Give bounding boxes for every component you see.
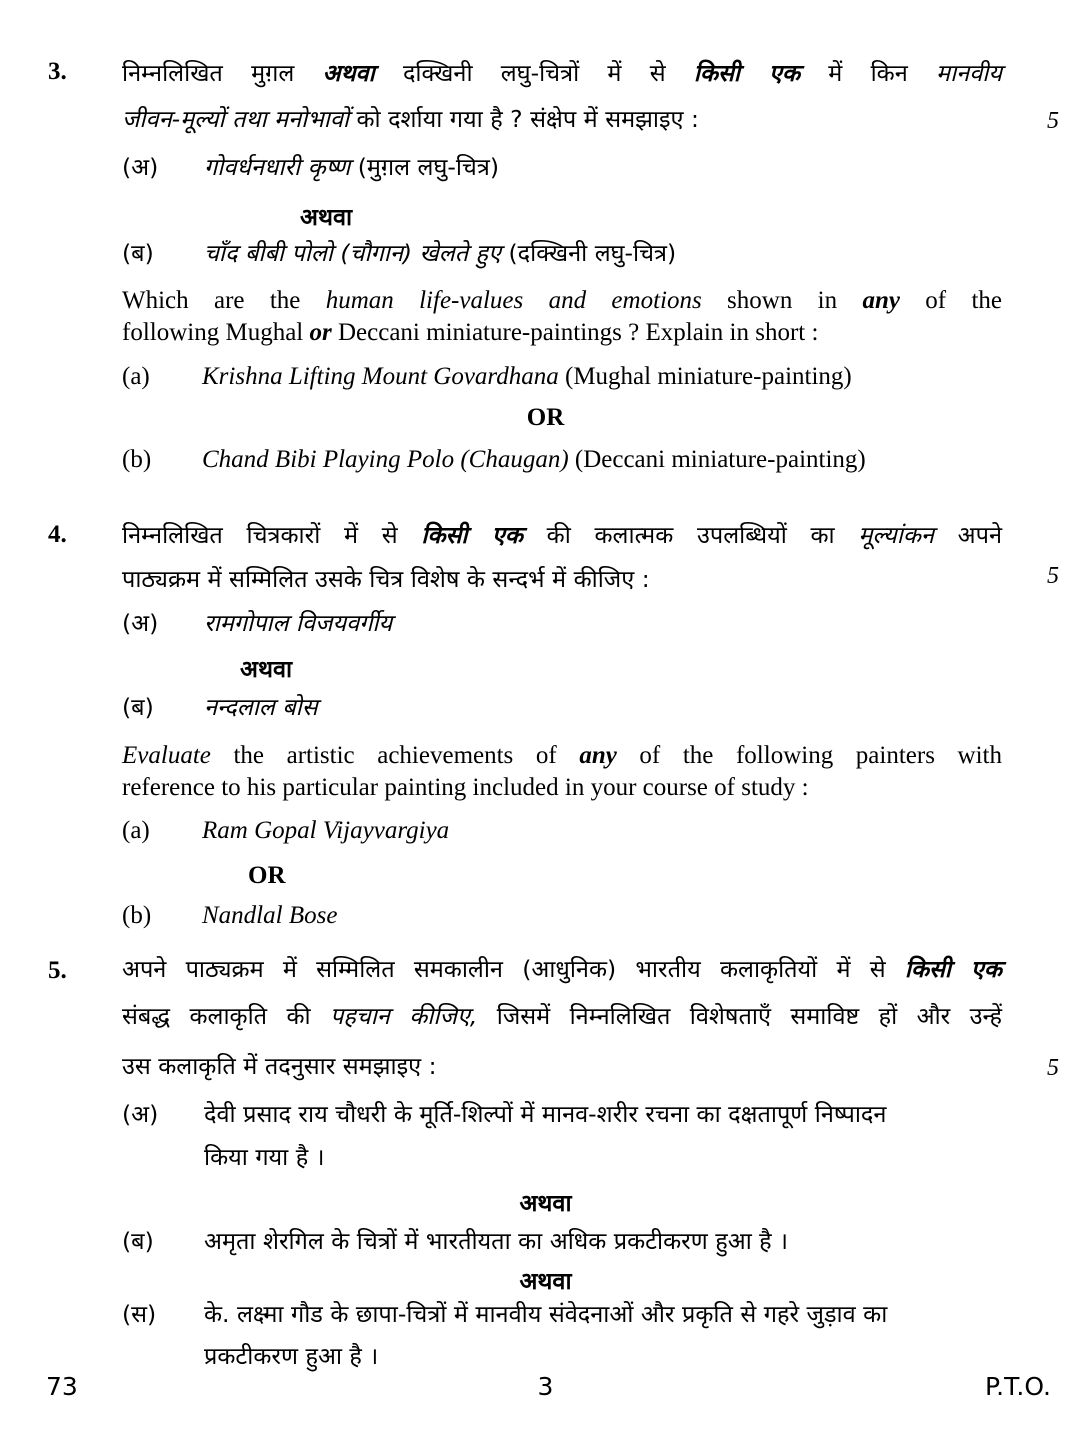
q3-english-option-a-body [202, 364, 1002, 389]
q5-hindi-option-b-label: (ब) [122, 1227, 154, 1255]
q3-english-stem-line-1-text: Which are the human life-values and emotions shown in any of the [122, 287, 1002, 314]
q5-hindi-option-a-line-2 [204, 1143, 1084, 1171]
q3-hindi-option-a-label: (अ) [122, 153, 159, 181]
q5-hindi-option-c-line-2 [204, 1342, 1084, 1370]
q3-hindi-stem-line-1 [122, 59, 1002, 87]
q3-hindi-or: अथवा [300, 203, 353, 231]
q3-english-option-b-label: (b) [122, 446, 152, 473]
q5-hindi-option-a-label: (अ) [122, 1100, 159, 1128]
q5-hindi-or-2: अथवा [519, 1267, 572, 1295]
q4-hindi-option-b-label: (ब) [122, 693, 154, 721]
q3-hindi-option-b-suffix: (दक्खिनी लघु-चित्र) [508, 239, 677, 267]
q5-hindi-stem-line-1 [122, 955, 1002, 983]
question-number-5: 5. [48, 957, 67, 984]
q3-english-stem-line-2-text: following Mughal or Deccani miniature-paintings ? Explain in short : [122, 319, 819, 346]
q5-hindi-stem-line-3-text: उस कलाकृति में तदनुसार समझाइए : [122, 1052, 437, 1080]
q5-hindi-option-c-line-1: के. लक्ष्मा गौड के छापा-चित्रों में मानवीय संवेदनाओं और प्रकृति से गहरे जुड़ाव का [204, 1300, 888, 1328]
q3-hindi-stem-line-1-text: निम्नलिखित मुग़ल अथवा दक्खिनी लघु-चित्रों में से किसी एक में किन मानवीय [122, 59, 1002, 87]
q4-english-or: OR [248, 862, 286, 889]
paper-code: 73 [46, 1372, 78, 1401]
q4-english-stem-line-1 [122, 743, 1002, 768]
q3-hindi-stem-line-2 [122, 105, 1002, 133]
q3-english-or: OR [526, 404, 565, 431]
q5-hindi-stem-line-1-text: अपने पाठ्यक्रम में सम्मिलित समकालीन (आधुनिक) भारतीय कलाकृतियों में से किसी एक [122, 955, 1002, 983]
q4-hindi-option-b-body: नन्दलाल बोस [204, 693, 318, 721]
question-number-4: 4. [48, 521, 67, 548]
q3-english-option-a-suffix: (Mughal miniature-painting) [565, 363, 852, 390]
q4-english-option-a-body: Ram Gopal Vijayvargiya [202, 817, 450, 844]
marks-question-3: 5 [1047, 108, 1059, 134]
page-number: 3 [537, 1372, 554, 1401]
q4-hindi-stem-line-2 [122, 565, 1002, 593]
q5-hindi-stem-line-2 [122, 1002, 1002, 1030]
turn-over-note: P.T.O. [985, 1372, 1051, 1401]
q3-english-option-a-label: (a) [122, 363, 150, 390]
q4-english-stem-line-2 [122, 775, 1002, 800]
q5-hindi-option-a-line-1: देवी प्रसाद राय चौधरी के मूर्ति-शिल्पों में मानव-शरीर रचना का दक्षतापूर्ण निष्पादन [204, 1100, 887, 1128]
q3-hindi-stem-line-2-text: जीवन-मूल्यों तथा मनोभावों को दर्शाया गया है ? संक्षेप में समझाइए : [122, 105, 699, 133]
q3-hindi-option-a-body [204, 153, 1004, 181]
q5-hindi-option-b-line-1: अमृता शेरगिल के चित्रों में भारतीयता का अधिक प्रकटीकरण हुआ है । [204, 1227, 789, 1255]
q3-hindi-option-b-title: चाँद बीबी पोलो (चौगान) खेलते हुए [204, 239, 502, 267]
q4-hindi-option-a-label: (अ) [122, 609, 159, 637]
q3-english-option-b-title: Chand Bibi Playing Polo (Chaugan) [202, 446, 569, 473]
q3-english-stem-line-2 [122, 320, 1002, 345]
q3-hindi-option-a-title: गोवर्धनधारी कृष्ण [204, 153, 351, 181]
q5-hindi-stem-line-3 [122, 1052, 1002, 1080]
q3-hindi-option-a-suffix: (मुग़ल लघु-चित्र) [357, 153, 499, 181]
q5-hindi-option-c-line-2-text: प्रकटीकरण हुआ है । [204, 1342, 379, 1370]
q3-english-option-b-suffix: (Deccani miniature-painting) [574, 446, 866, 473]
q5-hindi-option-c-label: (स) [122, 1300, 157, 1328]
marks-question-4: 5 [1047, 563, 1059, 589]
question-number-3: 3. [48, 58, 67, 85]
q4-english-option-b-body: Nandlal Bose [202, 902, 338, 929]
q4-hindi-or: अथवा [240, 655, 293, 683]
q3-english-stem-line-1 [122, 288, 1002, 313]
q4-hindi-option-a-body: रामगोपाल विजयवर्गीय [204, 609, 393, 637]
q4-hindi-stem-line-1-text: निम्नलिखित चित्रकारों में से किसी एक की कलात्मक उपलब्धियों का मूल्यांकन अपने [122, 521, 1002, 549]
q5-hindi-stem-line-2-text: संबद्ध कलाकृति की पहचान कीजिए, जिसमें निम्नलिखित विशेषताएँ समाविष्ट हों और उन्हें [122, 1002, 1002, 1030]
q4-hindi-stem-line-2-text: पाठ्यक्रम में सम्मिलित उसके चित्र विशेष के सन्दर्भ में कीजिए : [122, 565, 650, 593]
q4-english-option-b-label: (b) [122, 902, 152, 929]
page-footer [0, 1372, 1091, 1412]
q4-english-stem-line-2-text: reference to his particular painting included in your course of study : [122, 774, 809, 801]
q4-hindi-stem-line-1 [122, 521, 1002, 549]
q5-hindi-or-1: अथवा [519, 1189, 572, 1217]
q3-hindi-option-b-label: (ब) [122, 239, 154, 267]
q3-english-option-b-body [202, 447, 1002, 472]
q5-hindi-option-a-line-2-text: किया गया है । [204, 1143, 325, 1171]
q4-english-stem-line-1-text: Evaluate the artistic achievements of any of the following painters with [122, 742, 1002, 769]
q3-hindi-option-b-body [204, 239, 1004, 267]
q3-english-option-a-title: Krishna Lifting Mount Govardhana [202, 363, 559, 390]
q4-english-option-a-label: (a) [122, 817, 150, 844]
marks-question-5: 5 [1047, 1055, 1059, 1081]
